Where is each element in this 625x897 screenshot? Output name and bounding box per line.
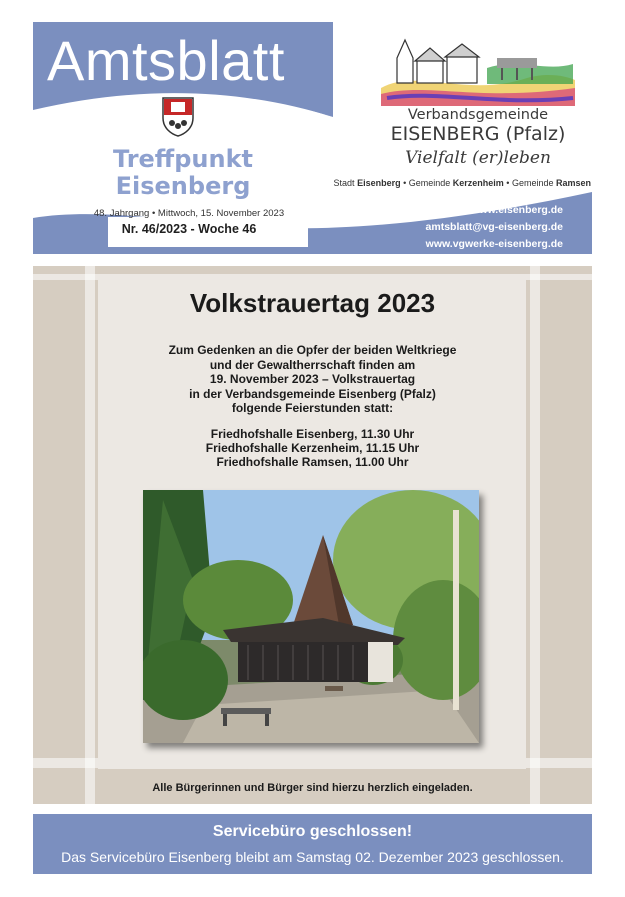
- subtitle-line-1: Treffpunkt: [112, 145, 254, 173]
- intro-line-1: Zum Gedenken an die Opfer der beiden Weltkriege: [168, 343, 457, 357]
- communes-sep-2: • Gemeinde: [503, 178, 556, 188]
- email-link[interactable]: amtsblatt@vg-eisenberg.de: [425, 221, 563, 233]
- intro-line-3: 19. November 2023 – Volkstrauertag: [209, 372, 416, 387]
- communes-gemeinde-2: Ramsen: [555, 178, 591, 188]
- page-title: Amtsblatt: [47, 29, 285, 92]
- notice-headline: Volkstrauertag 2023: [189, 288, 436, 318]
- ceremony-times: [33, 427, 592, 469]
- subtitle-line-2: Eisenberg: [115, 172, 251, 200]
- intro-line-5: folgende Feierstunden statt:: [231, 401, 394, 416]
- cemetery-hall-photo: [143, 490, 479, 743]
- website-link[interactable]: www.eisenberg.de: [471, 204, 563, 216]
- vg-city: EISENBERG (Pfalz): [390, 123, 566, 145]
- volume-date: 48. Jahrgang • Mittwoch, 15. November 2023: [93, 208, 285, 219]
- masthead: [33, 22, 592, 254]
- notice-intro: [33, 343, 592, 416]
- communes-stadt: Eisenberg: [357, 178, 401, 188]
- notice-box: [33, 266, 592, 804]
- time-kerzenheim: Friedhofshalle Kerzenheim, 11.15 Uhr: [205, 441, 420, 455]
- communes-line: [323, 178, 591, 188]
- intro-line-4: in der Verbandsgemeinde Eisenberg (Pfalz): [189, 386, 436, 401]
- village-logo-icon: [377, 28, 577, 108]
- time-ramsen: Friedhofshalle Ramsen, 11.00 Uhr: [216, 455, 409, 469]
- issue-number: Nr. 46/2023 - Woche 46: [121, 222, 257, 236]
- service-title: Servicebüro geschlossen!: [212, 823, 413, 840]
- invitation-text: Alle Bürgerinnen und Bürger sind hierzu herzlich eingeladen.: [152, 782, 473, 794]
- vg-name: Verbandsgemeinde: [407, 107, 549, 123]
- communes-sep-1: • Gemeinde: [400, 178, 453, 188]
- vgwerke-link[interactable]: www.vgwerke-eisenberg.de: [425, 238, 563, 250]
- subtitle: [93, 146, 273, 200]
- time-eisenberg: Friedhofshalle Eisenberg, 11.30 Uhr: [210, 427, 415, 441]
- service-notice: [33, 814, 592, 874]
- service-text: Das Servicebüro Eisenberg bleibt am Samstag 02. Dezember 2023 geschlossen.: [61, 849, 564, 865]
- contact-links: [363, 202, 563, 253]
- communes-stadt-prefix: Stadt: [333, 178, 358, 188]
- motto: Vielfalt (er)leben: [405, 148, 551, 168]
- coat-of-arms-icon: [161, 96, 195, 138]
- communes-gemeinde-1: Kerzenheim: [452, 178, 504, 188]
- intro-line-2: und der Gewaltherrschaft finden am: [209, 357, 416, 372]
